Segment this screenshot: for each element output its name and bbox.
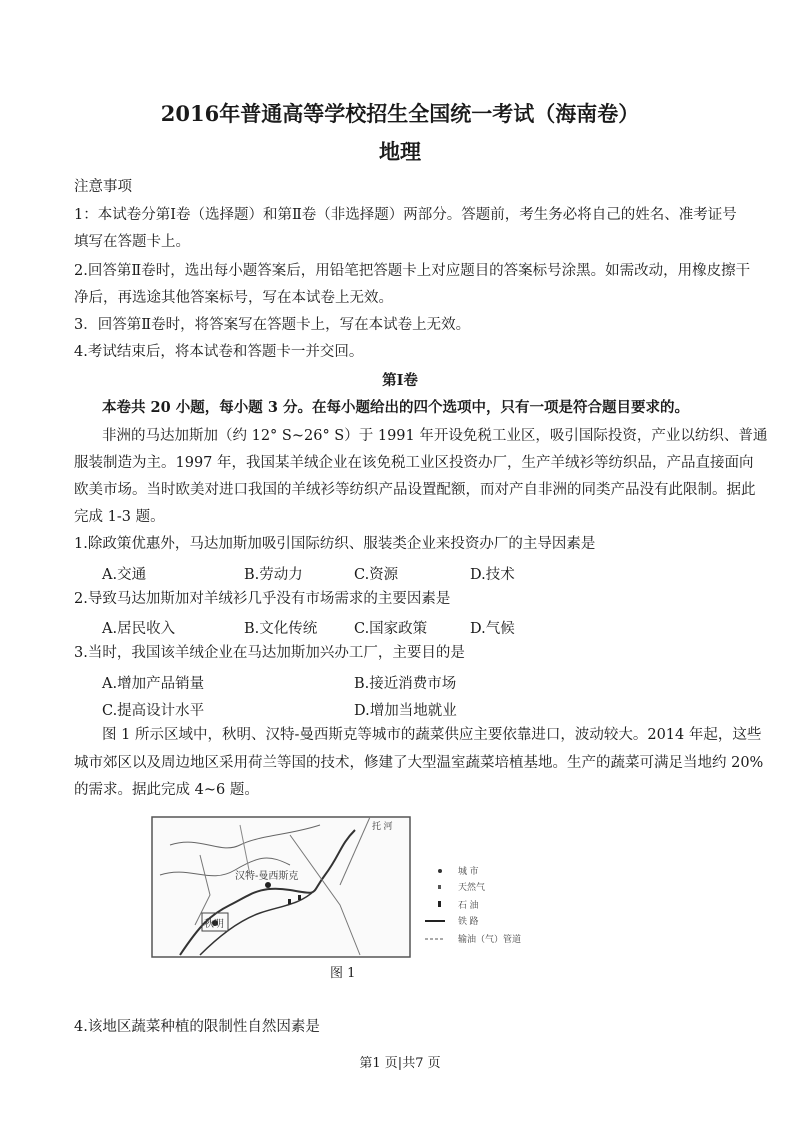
figure-1-map (140, 815, 560, 965)
q2-option-b[interactable]: B.文化传统 (244, 621, 318, 637)
notice-item-4: 4.考试结束后，将本试卷和答题卡一并交回。 (74, 344, 364, 360)
q3-option-c[interactable]: C.提高设计水平 (102, 703, 205, 719)
legend-rail: 铁 路 (458, 916, 479, 926)
notice-item-1a: 1：本试卷分第Ⅰ卷（选择题）和第Ⅱ卷（非选择题）两部分。答题前，考生务必将自己的姓名、准考证号 (74, 207, 737, 223)
legend-oil: 石 油 (458, 900, 479, 910)
section-title: 第Ⅰ卷 (382, 372, 418, 389)
notice-item-2a: 2.回答第Ⅱ卷时，选出每小题答案后，用铅笔把答题卡上对应题目的答案标号涂黑。如需改动，用橡皮擦干 (74, 263, 751, 279)
q1-option-d[interactable]: D.技术 (470, 567, 515, 583)
passage2-line1: 图 1 所示区域中，秋明、汉特-曼西斯克等城市的蔬菜供应主要依靠进口，波动较大。2014 年起，这些 (102, 727, 762, 743)
q1-stem: 1.除政策优惠外，马达加斯加吸引国际纺织、服装类企业来投资办厂的主导因素是 (74, 536, 596, 552)
oil-marker (288, 899, 291, 904)
map-frame (152, 817, 410, 957)
section-instruction: 本卷共 20 小题，每小题 3 分。在每小题给出的四个选项中，只有一项是符合题目要求的。 (102, 399, 689, 416)
map-label-river: 托 河 (372, 821, 393, 831)
notice-item-3: 3．回答第Ⅱ卷时，将答案写在答题卡上，写在本试卷上无效。 (74, 317, 471, 333)
q3-option-d[interactable]: D.增加当地就业 (354, 703, 457, 719)
legend-city-symbol (438, 869, 442, 873)
q3-stem: 3.当时，我国该羊绒企业在马达加斯加兴办工厂，主要目的是 (74, 645, 465, 661)
legend-oil-symbol (438, 901, 441, 907)
map-label-tyumen: 秋明 (204, 919, 224, 930)
q3-option-a[interactable]: A.增加产品销量 (102, 676, 205, 692)
q4-stem: 4.该地区蔬菜种植的限制性自然因素是 (74, 1019, 320, 1035)
passage1-line4: 完成 1-3 题。 (74, 509, 165, 525)
q2-option-a[interactable]: A.居民收入 (102, 621, 176, 637)
map-label-khanty: 汉特-曼西斯克 (235, 871, 299, 882)
passage1-line3: 欧美市场。当时欧美对进口我国的羊绒衫等纺织产品设置配额，而对产自非洲的同类产品没有此限制。据此 (74, 482, 756, 498)
subject-title: 地理 (379, 139, 421, 164)
oil-marker (298, 895, 301, 900)
q2-option-c[interactable]: C.国家政策 (354, 621, 428, 637)
q3-option-b[interactable]: B.接近消费市场 (354, 676, 457, 692)
passage1-line2: 服装制造为主。1997 年，我国某羊绒企业在该免税工业区投资办厂，生产羊绒衫等纺织品，产品直接面向 (74, 455, 754, 471)
q1-option-b[interactable]: B.劳动力 (244, 567, 303, 583)
legend-gas-symbol (438, 885, 441, 889)
q1-option-a[interactable]: A.交通 (102, 567, 147, 583)
legend-city: 城 市 (458, 866, 479, 876)
passage2-line3: 的需求。据此完成 4~6 题。 (74, 782, 259, 798)
notice-item-2b: 净后，再选途其他答案标号，写在本试卷上无效。 (74, 290, 393, 306)
passage2-line2: 城市郊区以及周边地区采用荷兰等国的技术，修建了大型温室蔬菜培植基地。生产的蔬菜可满足当地约 20% (74, 755, 764, 771)
q2-stem: 2.导致马达加斯加对羊绒衫几乎没有市场需求的主要因素是 (74, 591, 451, 607)
figure-1-label: 图 1 (330, 966, 356, 981)
notice-heading: 注意事项 (74, 179, 132, 195)
page-footer: 第1 页|共7 页 (359, 1056, 441, 1071)
q2-option-d[interactable]: D.气候 (470, 621, 515, 637)
city-marker-khanty (265, 882, 271, 888)
q1-option-c[interactable]: C.资源 (354, 567, 399, 583)
passage1-line1: 非洲的马达加斯加（约 12° S~26° S）于 1991 年开设免税工业区，吸引国际投资，产业以纺织、普通 (102, 428, 768, 444)
notice-item-1b: 填写在答题卡上。 (74, 234, 190, 250)
legend-gas: 天然气 (458, 882, 486, 892)
exam-title: 2016年普通高等学校招生全国统一考试（海南卷） (160, 101, 640, 126)
legend-pipe: 输油（气）管道 (458, 934, 522, 944)
